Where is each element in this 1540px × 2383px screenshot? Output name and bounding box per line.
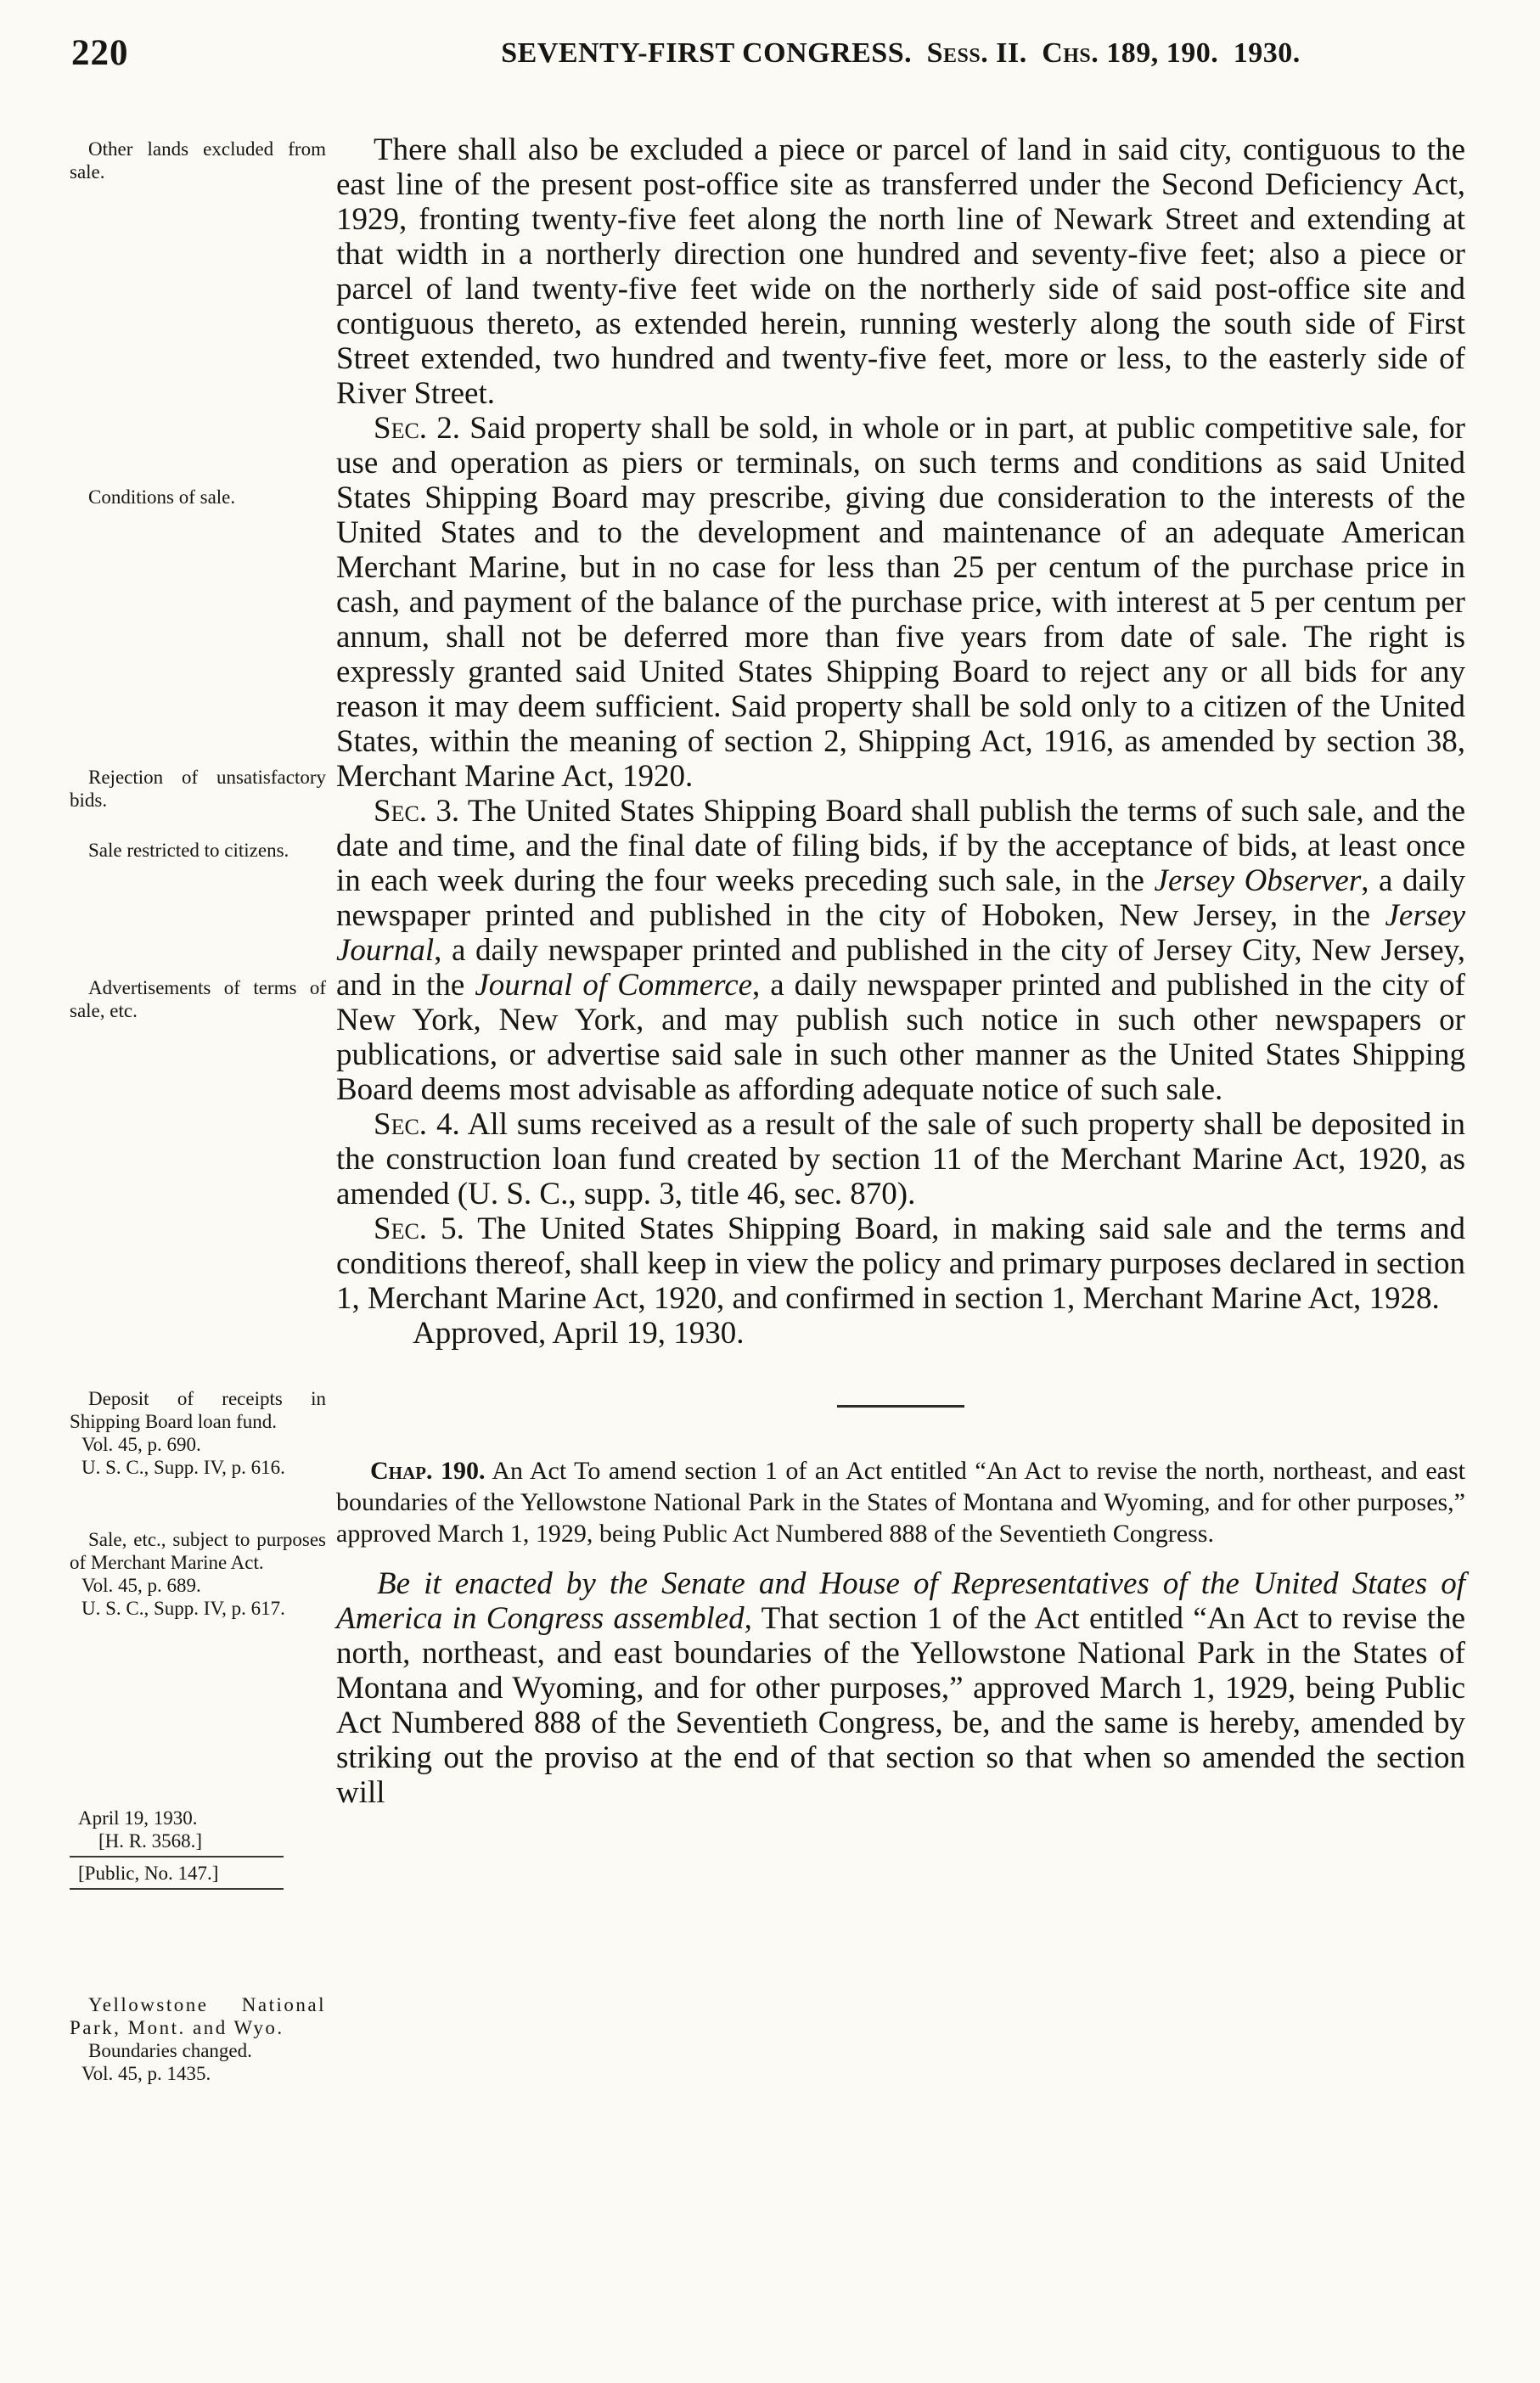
section-3-text-c: , a daily newspaper printed and published in the city of Jersey City, New Jersey, and in the <box>336 933 1465 1003</box>
margin-note-sale-restricted: Sale restricted to citizens. <box>88 840 289 861</box>
paragraph-chapter-190-title <box>336 1455 1465 1549</box>
margin-cite-usc-p616: U. S. C., Supp. IV, p. 616. <box>81 1457 285 1478</box>
section-2-text: Said property shall be sold, in whole or in part, at public competitive sale, for use and operation as piers or terminals, on such terms and conditions as said United States Shipping Board may prescribe, giving due consideration to the interests of the United States and to the development and maintenance of an adequate American Merchant Marine, but in no case for less than 25 per centum of the purchase price in cash, and payment of the balance of the purchase price, with interest at 5 per centum per annum, shall not be deferred more than five years from date of sale. The right is expressly granted said United States Shipping Board to reject any or all bids for any reason it may deem sufficient. Said property shall be sold only to a citizen of the United States, within the meaning of section 2, Shipping Act, 1916, as amended by section 38, Merchant Marine Act, 1920. <box>336 411 1465 794</box>
margin-note-rejection-of-bids: Rejection of unsatisfactory bids. <box>70 767 326 811</box>
section-3-label: Sec. 3. <box>374 794 460 829</box>
margin-note-sale-subject: Sale, etc., subject to purposes of Merchant Marine Act. <box>70 1529 326 1573</box>
paragraph-section-2 <box>336 411 1465 794</box>
paragraph-enacting-clause <box>336 1566 1465 1810</box>
newspaper-name-jersey-journal: Jersey Journal <box>336 898 1465 968</box>
margin-note-act-date: April 19, 1930. <box>78 1807 198 1829</box>
section-4-text: All sums received as a result of the sale of such property shall be deposited in the construction loan fund created by section 11 of the Merchant Marine Act, 1920, as amended (U. S. C., supp. 3, title 46, sec. 870). <box>336 1107 1465 1211</box>
margin-note-conditions-of-sale: Conditions of sale. <box>88 486 236 508</box>
page-number: 220 <box>71 33 129 73</box>
newspaper-name-journal-of-commerce: Journal of Commerce <box>475 968 753 1003</box>
chapter-190-label: Chap. 190. <box>370 1457 486 1485</box>
margin-note-yellowstone-park: Yellowstone National Park, Mont. and Wyo. <box>70 1994 326 2038</box>
chapter-190-title-text: An Act To amend section 1 of an Act entitled “An Act to revise the north, northeast, and east boundaries of the Yellowstone National Park in the States of Montana and Wyoming, and for other purposes,” approved March 1, 1929, being Public Act Numbered 888 of the Seventieth Congress. <box>336 1457 1465 1548</box>
margin-note-advertisements: Advertisements of terms of sale, etc. <box>70 977 326 1021</box>
margin-cite-vol45-p690: Vol. 45, p. 690. <box>81 1434 201 1455</box>
running-header: SEVENTY-FIRST CONGRESS. Sess. II. Chs. 189, 190. 1930. <box>501 37 1301 69</box>
enacting-formula: Be it enacted by the Senate and House of Representatives of the United States of America in Congress assembled, <box>336 1566 1465 1636</box>
section-3-text-b: , a daily newspaper printed and published in the city of Hoboken, New Jersey, in the <box>336 863 1465 933</box>
margin-cite-vol45-p689: Vol. 45, p. 689. <box>81 1575 201 1596</box>
chapter-divider-rule <box>837 1405 964 1408</box>
margin-note-other-lands: Other lands excluded from sale. <box>70 138 326 183</box>
margin-note-chap190-group <box>70 1807 284 1894</box>
margin-note-boundaries-changed: Boundaries changed. <box>88 2040 252 2061</box>
margin-note-deposit-group <box>70 1387 326 1479</box>
section-5-text: The United States Shipping Board, in making said sale and the terms and conditions thereof, shall keep in view the policy and primary purposes declared in section 1, Merchant Marine Act, 1920, and confirmed in section 1, Merchant Marine Act, 1928. <box>336 1211 1465 1316</box>
margin-note-subject-group <box>70 1528 326 1620</box>
margin-cite-vol45-p1435: Vol. 45, p. 1435. <box>81 2063 211 2084</box>
statute-text-column <box>336 132 1465 1810</box>
margin-note-yellowstone-group <box>70 1993 326 2085</box>
margin-note-deposit: Deposit of receipts in Shipping Board loan fund. <box>70 1388 326 1432</box>
margin-note-public-number: [Public, No. 147.] <box>70 1862 284 1890</box>
paragraph-section-5 <box>336 1211 1465 1316</box>
approval-line: Approved, April 19, 1930. <box>413 1316 745 1351</box>
enacting-clause-text: That section 1 of the Act entitled “An Act to revise the north, northeast, and east boundaries of the Yellowstone National Park in the States of Montana and Wyoming, and for other purposes,” approved March 1, 1929, being Public Act Numbered 888 of the Seventieth Congress, be, and the same is hereby, amended by striking out the proviso at the end of that section so that when so amended the section will <box>336 1601 1465 1810</box>
section-2-label: Sec. 2. <box>374 411 460 446</box>
paragraph-section-3 <box>336 794 1465 1107</box>
paragraph-section-4 <box>336 1107 1465 1211</box>
margin-cite-usc-p617: U. S. C., Supp. IV, p. 617. <box>81 1598 285 1619</box>
section-5-label: Sec. 5. <box>374 1211 464 1246</box>
section-4-label: Sec. 4. <box>374 1107 460 1142</box>
section-3-text-a: The United States Shipping Board shall publish the terms of such sale, and the date and time, and the final date of filing bids, if by the acceptance of bids, at least once in each week during the four weeks preceding such sale, in the <box>336 794 1466 898</box>
newspaper-name-jersey-observer: Jersey Observer <box>1154 863 1362 898</box>
paragraph-land-exclusion: There shall also be excluded a piece or parcel of land in said city, contiguous to the east line of the present post-office site as transferred under the Second Deficiency Act, 1929, fronting twenty-five feet along the north line of Newark Street and extending at that width in a northerly direction one hundred and seventy-five feet; also a piece or parcel of land twenty-five feet wide on the northerly side of said post-office site and contiguous thereto, as extended herein, running westerly along the south side of First Street extended, two hundred and twenty-five feet, more or less, to the easterly side of River Street. <box>336 132 1465 411</box>
section-3-text-d: , a daily newspaper printed and published in the city of New York, New York, and may publish such notice in such other newspapers or publications, or advertise said sale in such other manner as the United States Shipping Board deems most advisable as affording adequate notice of such sale. <box>336 968 1465 1107</box>
margin-note-bill-number: [H. R. 3568.] <box>70 1829 284 1858</box>
